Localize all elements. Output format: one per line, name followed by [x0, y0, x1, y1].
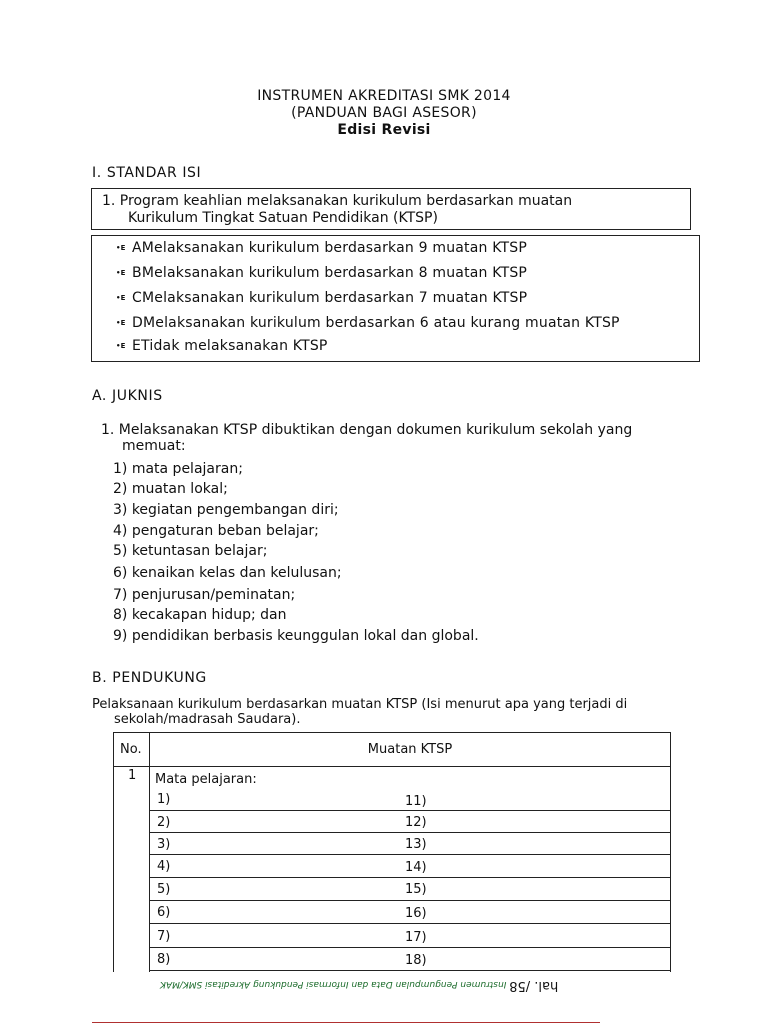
question-line-2: Kurikulum Tingkat Satuan Pendidikan (KTSP) [128, 210, 438, 226]
table-row: 6) [157, 905, 171, 920]
footer-rule [92, 1022, 600, 1023]
option-marker-icon: •E [116, 319, 126, 327]
juknis-item: 8) kecakapan hidup; dan [113, 607, 287, 623]
table-row: 11) [405, 794, 427, 809]
table-divider [150, 877, 670, 878]
option-marker-icon: •E [116, 294, 126, 302]
option-text: Melaksanakan kurikulum berdasarkan 9 muatan KTSP [141, 240, 528, 256]
juknis-item: 4) pengaturan beban belajar; [113, 523, 319, 539]
table-header-no-cell [113, 732, 150, 767]
juknis-intro-line-2: memuat: [122, 438, 186, 454]
juknis-item: 6) kenaikan kelas dan kelulusan; [113, 565, 342, 581]
juknis-item: 5) ketuntasan belajar; [113, 543, 268, 559]
option-text: Melaksanakan kurikulum berdasarkan 7 muatan KTSP [141, 290, 528, 306]
section-heading-pendukung: B. PENDUKUNG [92, 670, 207, 686]
table-row: 14) [405, 860, 427, 875]
document-title [0, 88, 768, 139]
table-row: 5) [157, 882, 171, 897]
table-divider [150, 810, 670, 811]
table-header-no: No. [120, 742, 142, 757]
section-heading-standar-isi: I. STANDAR ISI [92, 165, 202, 181]
table-row-no-cell [113, 766, 150, 972]
option-letter: D [132, 315, 143, 331]
table-row: 1) [157, 792, 171, 807]
options-box [91, 235, 700, 362]
question-box [91, 188, 691, 230]
table-row: 18) [405, 953, 427, 968]
title-line-2: (PANDUAN BAGI ASESOR) [291, 105, 477, 121]
juknis-item: 3) kegiatan pengembangan diri; [113, 502, 339, 518]
section-heading-juknis: A. JUKNIS [92, 388, 163, 404]
option-marker-icon: •E [116, 269, 126, 277]
option-text: Tidak melaksanakan KTSP [141, 338, 328, 354]
juknis-intro-line-1: 1. Melaksanakan KTSP dibuktikan dengan dokumen kurikulum sekolah yang [101, 422, 633, 438]
table-header-muatan: Muatan KTSP [367, 742, 453, 757]
option-letter: C [132, 290, 142, 306]
table-row: 3) [157, 837, 171, 852]
table-divider [150, 832, 670, 833]
table-row: 4) [157, 859, 171, 874]
title-line-1: INSTRUMEN AKREDITASI SMK 2014 [257, 88, 511, 104]
table-row: 12) [405, 815, 427, 830]
option-a[interactable] [116, 240, 527, 256]
question-line-1: 1. Program keahlian melaksanakan kurikulum berdasarkan muatan [102, 193, 573, 209]
page-number: hal. /58 [509, 978, 559, 993]
option-letter: B [132, 265, 142, 281]
page-footer [160, 978, 588, 993]
table-row: 17) [405, 930, 427, 945]
table-divider [150, 854, 670, 855]
table-row-label: Mata pelajaran: [155, 772, 257, 787]
table-row: 16) [405, 906, 427, 921]
juknis-item: 1) mata pelajaran; [113, 461, 243, 477]
juknis-item: 7) penjurusan/peminatan; [113, 587, 296, 603]
option-text: Melaksanakan kurikulum berdasarkan 8 muatan KTSP [141, 265, 528, 281]
table-row: 8) [157, 952, 171, 967]
pendukung-intro-line-1: Pelaksanaan kurikulum berdasarkan muatan KTSP (Isi menurut apa yang terjadi di [92, 697, 628, 712]
option-c[interactable] [116, 290, 527, 306]
title-line-3: Edisi Revisi [337, 122, 431, 138]
option-letter: E [132, 338, 142, 354]
option-text: Melaksanakan kurikulum berdasarkan 6 atau kurang muatan KTSP [142, 315, 620, 331]
table-divider [150, 923, 670, 924]
table-row: 13) [405, 837, 427, 852]
juknis-item: 9) pendidikan berbasis keunggulan lokal dan global. [113, 628, 479, 644]
table-row: 15) [405, 882, 427, 897]
pendukung-intro-line-2: sekolah/madrasah Saudara). [114, 712, 301, 727]
table-row: 2) [157, 815, 171, 830]
option-d[interactable] [116, 315, 620, 331]
table-divider [150, 970, 670, 971]
muatan-table [113, 732, 671, 972]
table-row-no: 1 [128, 768, 137, 783]
option-marker-icon: •E [116, 244, 126, 252]
option-letter: A [132, 240, 142, 256]
table-row: 7) [157, 929, 171, 944]
option-e[interactable] [116, 338, 328, 354]
option-b[interactable] [116, 265, 527, 281]
table-divider [150, 947, 670, 948]
table-header-muatan-cell [149, 732, 671, 767]
option-marker-icon: •E [116, 342, 126, 350]
footer-text: Instrumen Pengumpulan Data dan Informasi Pendukung Akreditasi SMK/MAK [160, 979, 507, 989]
juknis-item: 2) muatan lokal; [113, 481, 228, 497]
table-divider [150, 900, 670, 901]
